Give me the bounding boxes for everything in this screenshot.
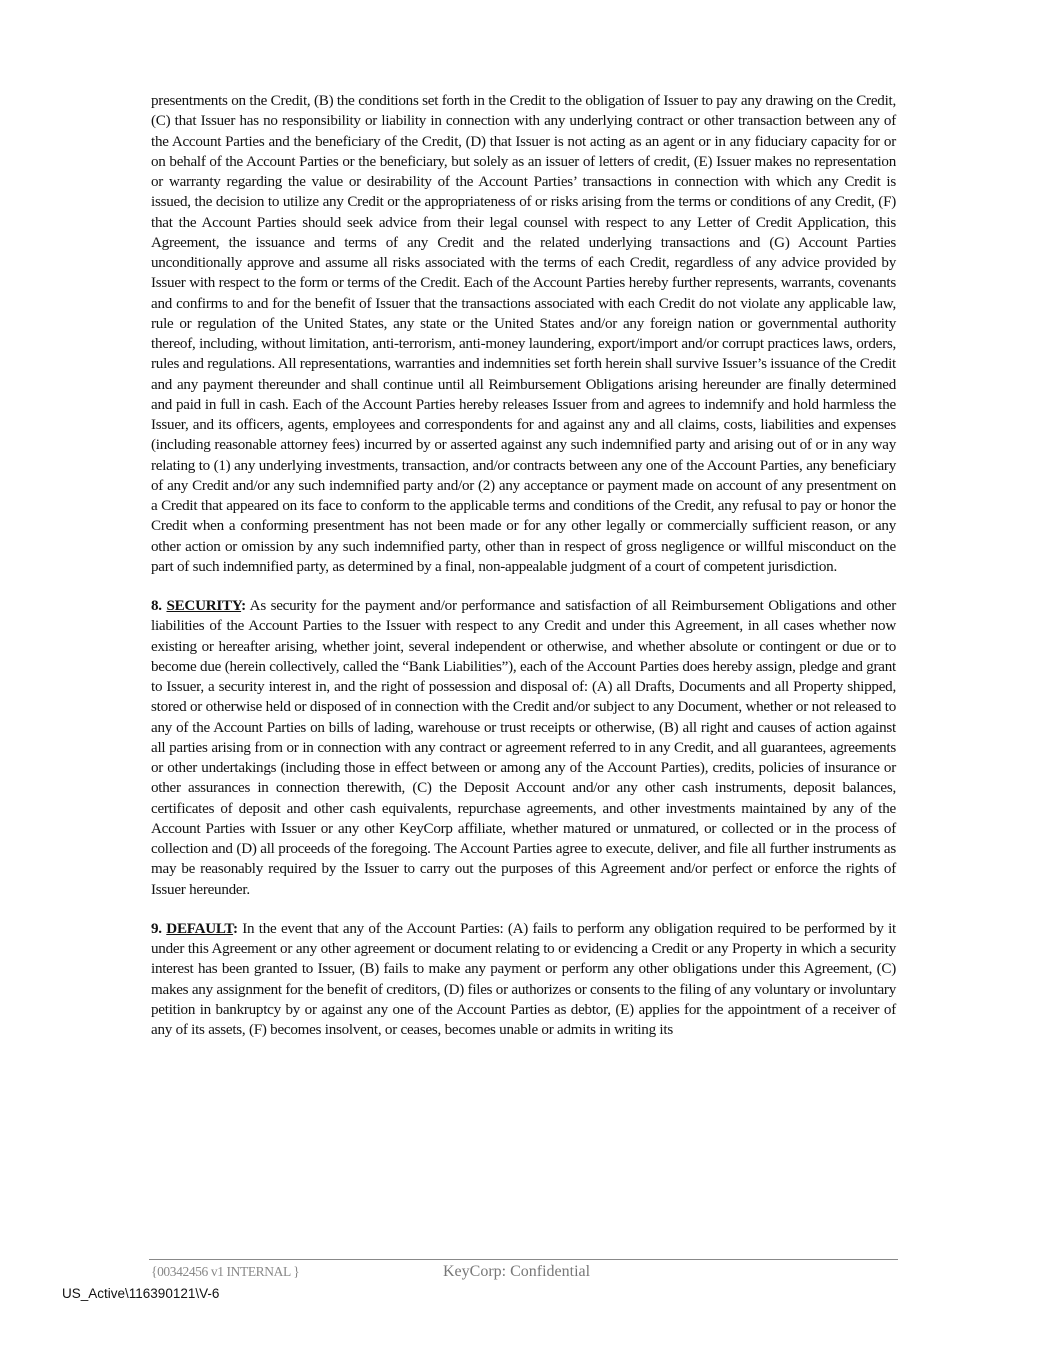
section-separator: : [241,598,246,614]
section-title: SECURITY [166,598,242,614]
footer-classification: KeyCorp: Confidential [443,1263,591,1280]
footer-divider [149,1259,898,1260]
document-path-id: US_Active\116390121\V-6 [62,1286,220,1301]
footer-doc-ref: {00342456 v1 INTERNAL } [151,1264,300,1279]
section-number: 8. [151,598,162,614]
section-default [151,919,896,1041]
document-body [151,91,896,1059]
continuation-paragraph: presentments on the Credit, (B) the conditions set forth in the Credit to the obligation of Issuer to pay any drawing on the Credit, (C) that Issuer has no responsibility or liability in connection with any underlying contract or other transaction between any of the Account Parties and the beneficiary of the Credit, (D) that Issuer is not acting as an agent or in any fiduciary capacity for or on behalf of the Account Parties or the beneficiary, but solely as an issuer of letters of credit, (E) Issuer makes no representation or warranty regarding the value or desirability of the Account Parties’ transactions in connection with which any Credit is issued, the decision to utilize any Credit or the appropriateness of or risks arising from the terms or conditions of any Credit, (F) that the Account Parties should seek advice from their legal counsel with respect to any Letter of Credit Application, this Agreement, the issuance and terms of any Credit and the related underlying transactions and (G) Account Parties unconditionally approve and assume all risks associated with the terms of each Credit, regardless of any advice provided by Issuer with respect to the form or terms of the Credit. Each of the Account Parties hereby further represents, warrants, covenants and confirms to and for the benefit of Issuer that the transactions associated with each Credit do not violate any applicable law, rule or regulation of the United States, any state or the United States and/or any foreign nation or governmental authority thereof, including, without limitation, anti-terrorism, anti-money laundering, export/import and/or corrupt practices laws, orders, rules and regulations. All representations, warranties and indemnities set forth herein shall survive Issuer’s issuance of the Credit and any payment thereunder and shall continue until all Reimbursement Obligations arising hereunder are finally determined and paid in full in cash. Each of the Account Parties hereby releases Issuer from and agrees to indemnify and hold harmless the Issuer, and its officers, agents, employees and correspondents for and against any and all claims, costs, liabilities and expenses (including reasonable attorney fees) incurred by or asserted against any such indemnified party and arising out of or in any way relating to (1) any underlying investments, transaction, and/or contracts between any one of the Account Parties, any beneficiary of any Credit and/or any such indemnified party and/or (2) any acceptance or payment made on account of any presentment on a Credit that appeared on its face to conform to the applicable terms and conditions of the Credit, any refusal to pay or honor the Credit when a conforming presentment has not been made or for any other legally or commercially sufficient reason, or any other action or omission by any such indemnified party, other than in respect of gross negligence or willful misconduct on the part of such indemnified party, as determined by a final, non-appealable judgment of a court of competent jurisdiction. [151,93,896,575]
section-title: DEFAULT [166,920,234,937]
section-number: 9. [151,920,162,937]
section-text: In the event that any of the Account Parties: (A) fails to perform any obligation required to be performed by it under this Agreement or any other agreement or document relating to or evidencing a Credit or any Property in which a security interest has been granted to Issuer, (B) fails to make any payment or perform any other obligations under this Agreement, (C) makes any assignment for the benefit of creditors, (D) files or authorizes or consents to the filing of any voluntary or involuntary petition in bankruptcy by or against any one of the Account Parties as debtor, (E) applies for the appointment of a receiver of any of its assets, (F) becomes insolvent, or ceases, becomes unable or admits in writing its [151,920,897,1038]
section-text: As security for the payment and/or performance and satisfaction of all Reimbursement Obligations and other liabilities of the Account Parties to the Issuer with respect to any Credit and under this Agreement, in all cases whether now existing or hereafter arising, whether joint, several independent or otherwise, and whether absolute or contingent or due or to become due (herein collectively, called the “Bank Liabilities”), each of the Account Parties does hereby assign, pledge and grant to Issuer, a security interest in, and the right of possession and disposal of: (A) all Drafts, Documents and all Property shipped, stored or otherwise held or disposed of in connection with the Credit and/or subject to any Document, whether or not released to any of the Account Parties on bills of lading, warehouse or trust receipts or otherwise, (B) all right and causes of action against all parties arising from or in connection with any contract or agreement referred to in any Credit, and all guarantees, agreements or other undertakings (including those in effect between or among any of the Account Parties), credits, policies of insurance or other assurances in connection therewith, (C) the Deposit Account and/or any other cash instruments, deposit balances, certificates of deposit and other cash equivalents, repurchase agreements, and other investments maintained by any of the Account Parties with Issuer or any other KeyCorp affiliate, whether matured or unmatured, or collected or in the process of collection and (D) all proceeds of the foregoing. The Account Parties agree to execute, deliver, and file all further instruments as may be reasonably required by the Issuer to carry out the purposes of this Agreement and/or perfect or enforce the rights of Issuer hereunder. [151,598,896,898]
section-separator: : [233,920,238,937]
section-security [151,596,896,900]
